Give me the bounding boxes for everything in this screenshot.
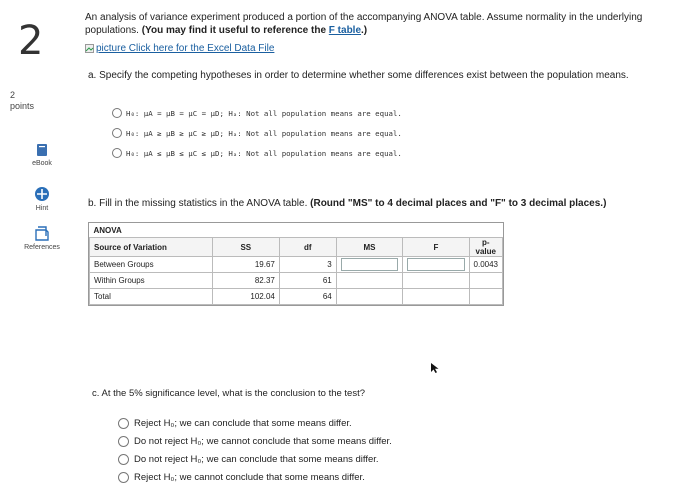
points-label: points [10, 101, 35, 111]
hypothesis-option-3[interactable] [112, 148, 402, 158]
hint-button[interactable] [22, 186, 62, 212]
intro-text: An analysis of variance experiment produced a portion of the accompanying ANOVA table. Assume normality in the underlying populations. [85, 12, 643, 36]
anova-table [88, 222, 504, 306]
option-text: H₀: μA ≤ μB ≤ μC ≤ μD; Hₐ: Not all population means are equal. [126, 148, 402, 158]
radio-button[interactable] [118, 436, 129, 447]
radio-button[interactable] [112, 148, 122, 158]
option-text: Do not reject H₀; we can conclude that some means differ. [134, 454, 379, 465]
row-source: Between Groups [90, 257, 213, 273]
empty-cell [469, 289, 502, 305]
part-b-prompt: b. Fill in the missing statistics in the ANOVA table. (Round "MS" to 4 decimal places and "F" to 3 decimal places.) [88, 198, 607, 209]
question-intro [85, 12, 690, 37]
hypothesis-option-2[interactable] [112, 128, 402, 138]
points-indicator [10, 90, 34, 112]
conclusion-option-1[interactable] [118, 418, 352, 429]
anova-title: ANOVA [90, 223, 503, 238]
option-text: H₀: μA ≥ μB ≥ μC ≥ μD; Hₐ: Not all population means are equal. [126, 128, 402, 138]
df-value: 64 [279, 289, 336, 305]
broken-image-icon [85, 44, 94, 53]
ebook-icon [36, 143, 48, 157]
option-text: Reject H₀; we can conclude that some means differ. [134, 418, 352, 429]
option-text: Reject H₀; we cannot conclude that some means differ. [134, 472, 365, 483]
references-button[interactable] [22, 226, 62, 251]
ms-input-cell[interactable] [336, 257, 403, 273]
row-source: Total [90, 289, 213, 305]
ss-value: 19.67 [212, 257, 279, 273]
mouse-cursor-icon [430, 362, 440, 374]
radio-button[interactable] [118, 454, 129, 465]
hypothesis-option-1[interactable] [112, 108, 402, 118]
p-value: 0.0043 [469, 257, 502, 273]
question-number: 2 [18, 18, 44, 64]
excel-data-link[interactable] [85, 43, 274, 54]
conclusion-option-2[interactable] [118, 436, 392, 447]
header-p-value: p-value [469, 238, 502, 257]
empty-cell [336, 273, 403, 289]
header-ss: SS [212, 238, 279, 257]
part-c-prompt: c. At the 5% significance level, what is the conclusion to the test? [92, 388, 366, 399]
points-value: 2 [10, 90, 16, 100]
row-source: Within Groups [90, 273, 213, 289]
radio-button[interactable] [118, 472, 129, 483]
table-row [90, 273, 503, 289]
table-row [90, 257, 503, 273]
header-df: df [279, 238, 336, 257]
table-row [90, 289, 503, 305]
f-table-link[interactable]: F table [328, 24, 362, 36]
ebook-button[interactable] [22, 143, 62, 167]
header-source: Source of Variation [90, 238, 213, 257]
intro-bold: (You may find it useful to reference the F table.) [141, 24, 368, 36]
ebook-label: eBook [32, 160, 52, 167]
header-ms: MS [336, 238, 403, 257]
empty-cell [403, 289, 469, 305]
part-a-prompt: a. Specify the competing hypotheses in order to determine whether some differences exist between the population means. [88, 70, 629, 81]
hint-icon [34, 186, 50, 202]
ss-value: 102.04 [212, 289, 279, 305]
references-label: References [24, 244, 60, 251]
df-value: 3 [279, 257, 336, 273]
option-text: H₀: μA = μB = μC = μD; Hₐ: Not all population means are equal. [126, 108, 402, 118]
header-f: F [403, 238, 469, 257]
ms-input[interactable] [341, 258, 399, 271]
option-text: Do not reject H₀; we cannot conclude that some means differ. [134, 436, 392, 447]
hint-label: Hint [35, 205, 49, 212]
conclusion-option-3[interactable] [118, 454, 379, 465]
conclusion-option-4[interactable] [118, 472, 365, 483]
df-value: 61 [279, 273, 336, 289]
excel-link-text: picture Click here for the Excel Data File [96, 43, 275, 54]
references-icon [34, 226, 50, 241]
empty-cell [336, 289, 403, 305]
f-input[interactable] [407, 258, 464, 271]
f-input-cell[interactable] [403, 257, 469, 273]
radio-button[interactable] [112, 128, 122, 138]
radio-button[interactable] [112, 108, 122, 118]
empty-cell [403, 273, 469, 289]
empty-cell [469, 273, 502, 289]
radio-button[interactable] [118, 418, 129, 429]
ss-value: 82.37 [212, 273, 279, 289]
